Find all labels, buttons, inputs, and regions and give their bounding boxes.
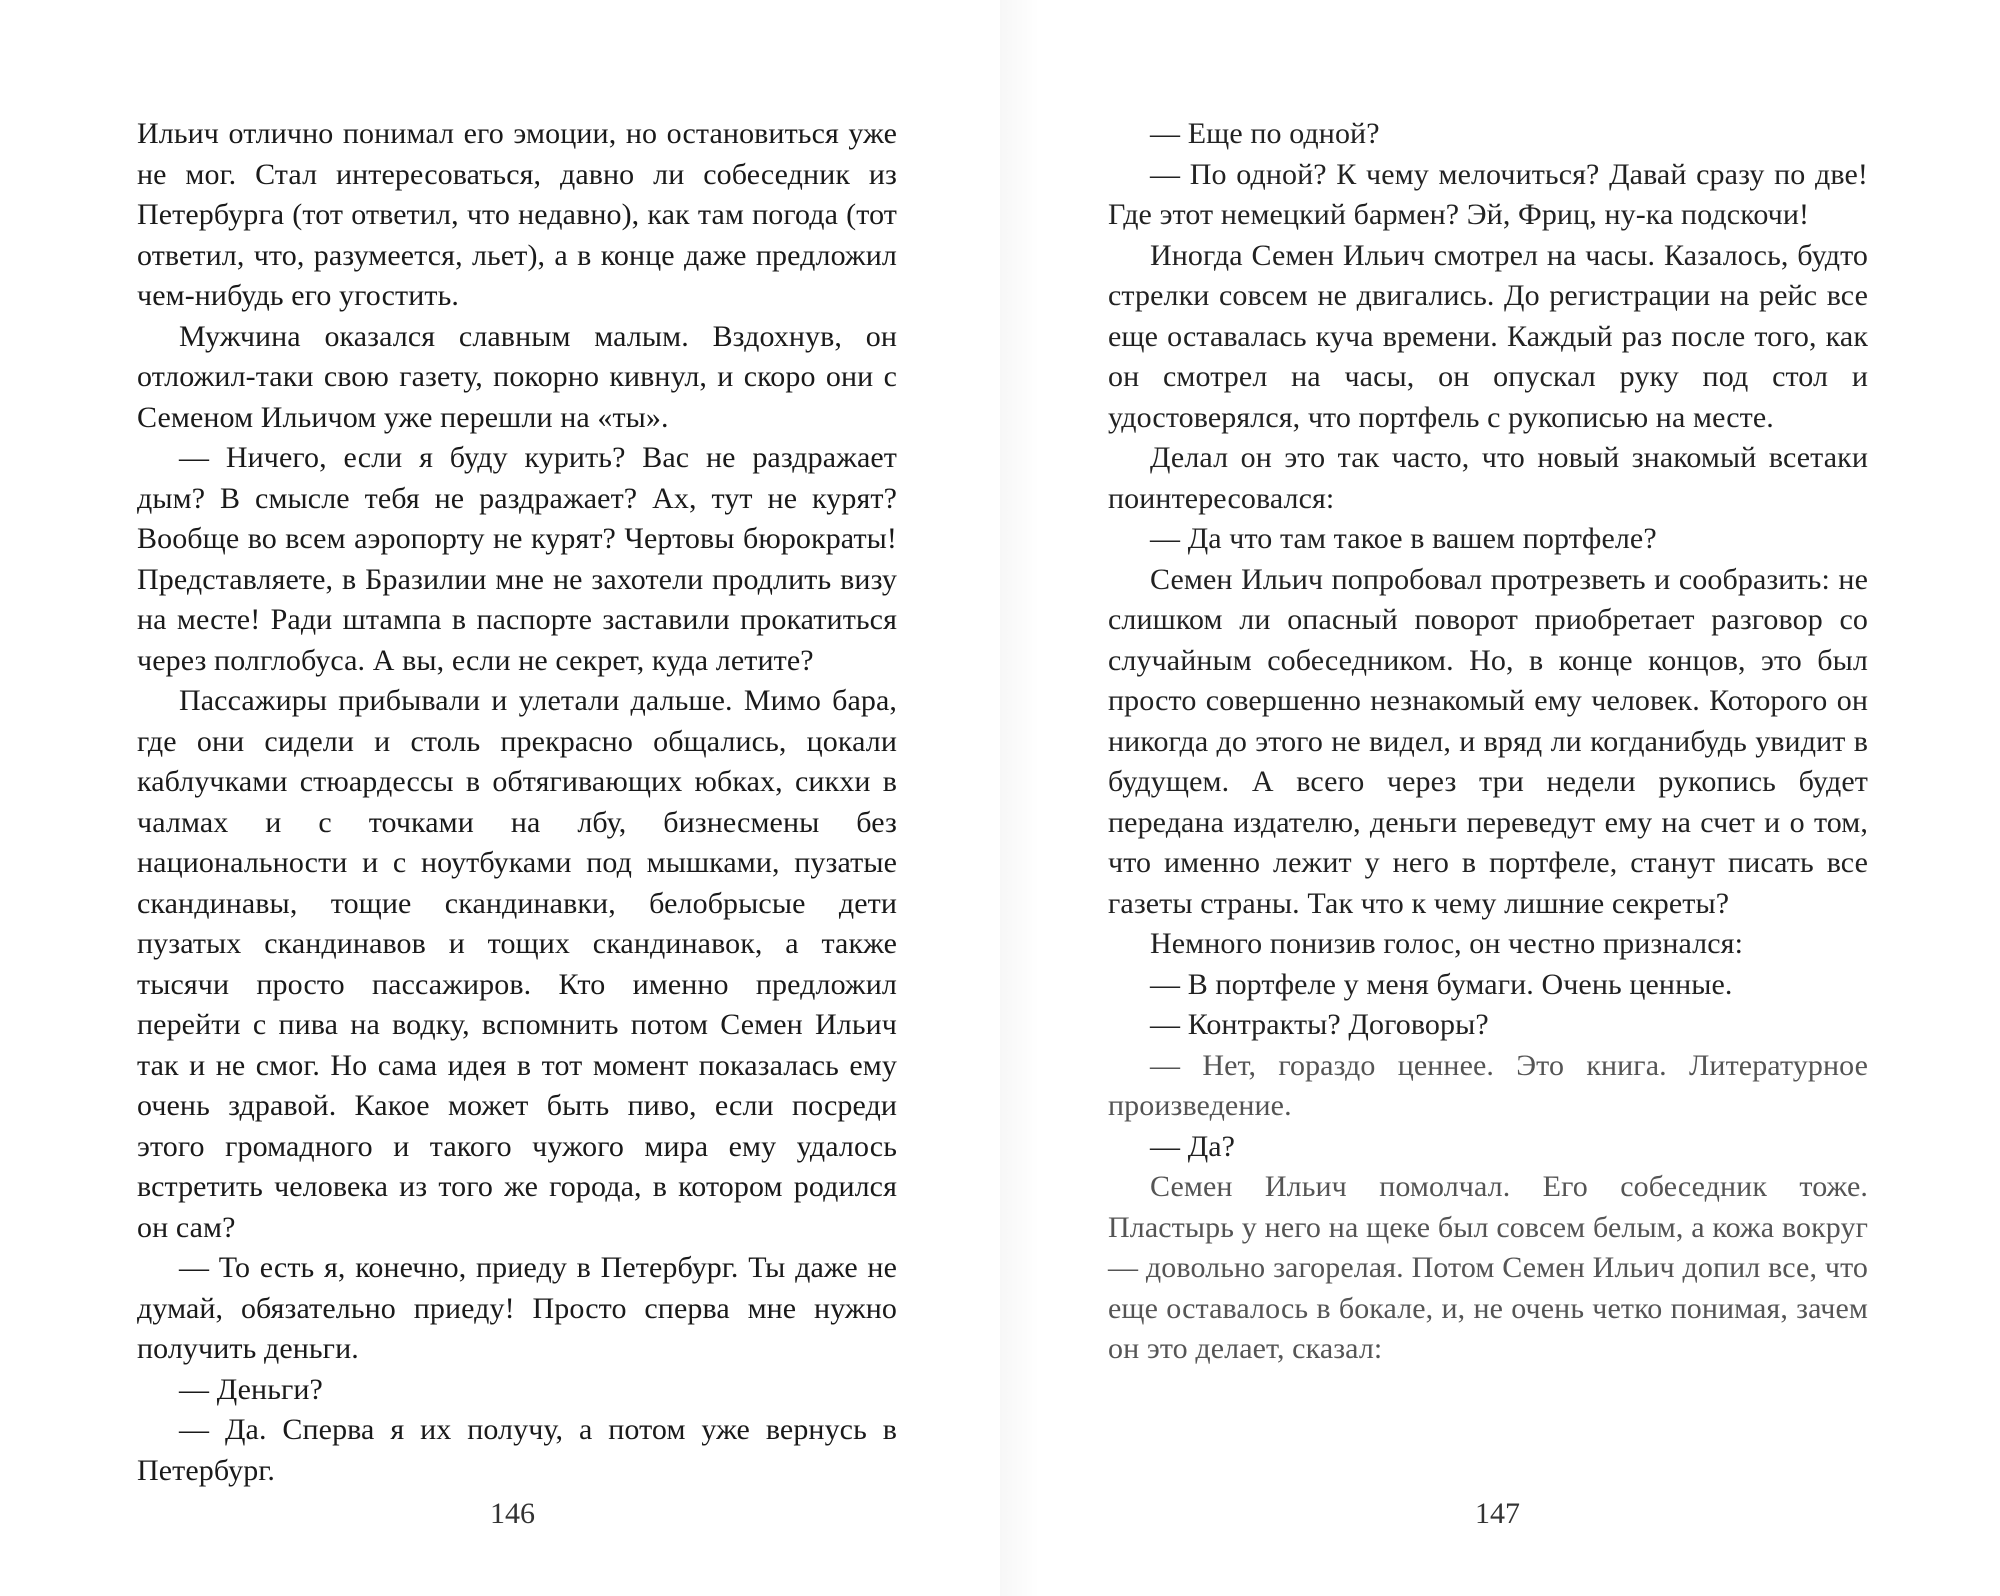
paragraph: Семен Ильич попробовал протрезветь и сообразить: не слишком ли опасный поворот приобретает разговор со случайным собеседником. Но, в конце концов, это был просто совершенно незнакомый ему человек. Которого он никогда до этого не видел, и вряд ли когданибудь увидит в будущем. А всего через три недели рукопись будет передана издателю, деньги переведут ему на счет и о том, что именно лежит у него в портфеле, станут писать все газеты страны. Так что к чему лишние секреты? (1108, 562, 1868, 920)
paragraph: Пассажиры прибывали и улетали дальше. Мимо бара, где они сидели и столь прекрасно общались, цокали каблучками стюардессы в обтягивающих юбках, сикхи в чалмах и с точками на лбу, бизнесмены без национальности и с ноутбуками под мышками, пузатые скандинавы, тощие скандинавки, белобрысые дети пузатых скандинавов и тощих скандинавок, а также тысячи просто пассажиров. Кто именно предложил перейти с пива на водку, вспомнить потом Семен Ильич так и не смог. Но сама идея в тот момент показалась ему очень здравой. Какое может быть пиво, если посреди этого громадного и такого чужого мира ему удалось встретить человека из того же города, в котором родился он сам? (137, 684, 897, 1244)
paragraph: Семен Ильич помолчал. Его собеседник тоже. Пластырь у него на щеке был совсем белым, а кожа вокруг — довольно загорелая. Потом Семен Ильич допил все, что еще оставалось в бокале, и, не очень четко понимая, зачем он это делает, сказал: (1108, 1170, 1868, 1365)
paragraph: Немного понизив голос, он честно признался: (1150, 927, 1744, 960)
right-page-text (1108, 114, 1868, 1370)
paragraph: Ильич отлично понимал его эмоции, но остановиться уже не мог. Стал интересоваться, давно ли собеседник из Петербурга (тот ответил, что недавно), как там погода (тот ответил, что, разумеется, льет), а в конце даже предложил чем-нибудь его угостить. (137, 117, 897, 312)
paragraph: — По одной? К чему мелочиться? Давай сразу по две! Где этот немецкий бармен? Эй, Фриц, ну-ка подскочи! (1108, 157, 1868, 231)
page-number-right: 147 (1475, 1497, 1520, 1530)
paragraph: — Деньги? (179, 1372, 323, 1406)
paragraph: — Да? (1150, 1129, 1236, 1163)
paragraph: Мужчина оказался славным малым. Вздохнув, он отложил-таки свою газету, покорно кивнул, и скоро они с Семеном Ильичом уже перешли на «ты». (137, 319, 897, 434)
paragraph: — Еще по одной? (1150, 117, 1380, 150)
paragraph: Иногда Семен Ильич смотрел на часы. Казалось, будто стрелки совсем не двигались. До регистрации на рейс все еще оставалась куча времени. Каждый раз после того, как он смотрел на часы, он опускал руку под стол и удостоверялся, что портфель с рукописью на месте. (1108, 238, 1868, 434)
right-page (1108, 114, 1868, 1370)
paragraph: — Ничего, если я буду курить? Вас не раздражает дым? В смысле тебя не раздражает? Ах, тут не курят? Вообще во всем аэропорту не курят? Чертовы бюрократы! Представляете, в Бразилии мне не захотели продлить визу на месте! Ради штампа в паспорте заставили прокатиться через полглобуса. А вы, если не секрет, куда летите? (137, 441, 897, 677)
paragraph: Делал он это так часто, что новый знакомый всетаки поинтересовался: (1108, 441, 1868, 515)
paragraph: — Да что там такое в вашем портфеле? (1150, 522, 1657, 555)
paragraph: — То есть я, конечно, приеду в Петербург. Ты даже не думай, обязательно приеду! Просто сперва мне нужно получить деньги. (137, 1251, 897, 1365)
book-gutter (1000, 0, 1040, 1596)
paragraph: — Контракты? Договоры? (1150, 1008, 1489, 1041)
page-number-left: 146 (490, 1497, 535, 1530)
paragraph: — Да. Сперва я их получу, а потом уже вернусь в Петербург. (137, 1413, 897, 1487)
paragraph: — В портфеле у меня бумаги. Очень ценные. (1150, 967, 1733, 1001)
paragraph: — Нет, гораздо ценнее. Это книга. Литературное произведение. (1108, 1048, 1868, 1122)
left-page-text (137, 114, 897, 1491)
left-page (137, 114, 897, 1491)
